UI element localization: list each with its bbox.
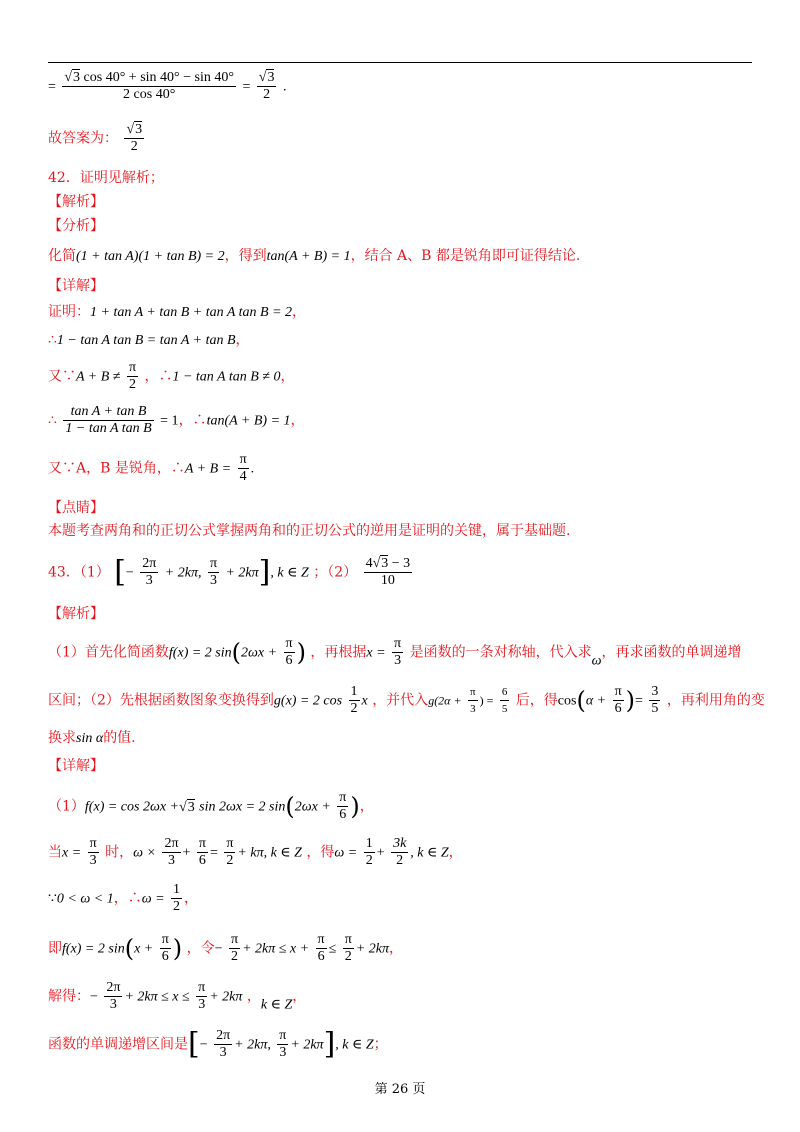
section-fenxi: 【分析】 [48,218,104,234]
section-jiexi: 【解析】 [48,606,104,622]
q43-detail-3: ∵0 < ω < 1，∴ω = $\frac{1}{2}$ ， [48,882,198,914]
q42-proof-step-4: ∴ $\frac{\text{tan A + tan B}}{\text{1 − tan A tan B}}$ = 1，∴tan(A + B) = 1， [48,404,305,436]
fraction: $\frac{√3}{2}$ [126,122,143,154]
q43-detail-2: 当x = $\frac{\pi}{3}$ 时，ω × $\frac{2\pi}{3}$ + $\frac{\pi}{6}$ = $\frac{\pi}{2}$ + kπ, k ∈ Z ，得ω = $\frac{1}{2}$ + $\frac{3k}{2}$ , k ∈ Z， [48,836,463,868]
q43-detail-5: 解得：− $\frac{2\pi}{3}$ + 2kπ ≤ x ≤ $\frac{\pi}{3}$ + 2kπ ，k ∈ Z， [48,980,307,1013]
section-dianjing: 【点睛】 [48,500,104,516]
q43-detail-4: 即f(x) = 2 sin(x + $\frac{\pi}{6}$ ) ，令− $\frac{\pi}{2}$ + 2kπ ≤ x + $\frac{\pi}{6}$ ≤ $\frac{\pi}{2}$ + 2kπ， [48,932,404,964]
fraction: $\frac{√3}{2}$ [258,70,275,102]
header-rule [48,62,752,63]
q43-detail-6: 函数的单调递增区间是[− $\frac{2\pi}{3}$ + 2kπ, $\frac{\pi}{3}$ + 2kπ], k ∈ Z； [48,1026,388,1062]
q42-proof-step-2: ∴1 − tan A tan B = tan A + tan B， [48,332,250,348]
q42-proof-step-5: 又∵A，B 是锐角，∴A + B = $\frac{\pi}{4}$ . [48,452,255,484]
q42-summary: 本题考查两角和的正切公式掌握两角和的正切公式的逆用是证明的关键，属于基础题. [48,523,571,539]
q43-explain-3: 换求sin α的值. [48,730,136,746]
q43-detail-1: （1）f(x) = cos 2ωx +√3 sin 2ωx = 2 sin(2ωx + $\frac{\pi}{6}$ )， [48,790,374,822]
section-jiexi: 【解析】 [48,194,104,210]
q42-proof-step-1: 证明：1 + tan A + tan B + tan A tan B = 2， [48,304,307,320]
fraction: $\frac{√3 \cos 40^\circ + \sin 40^\circ - \sin 40^\circ}{2 \cos 40^\circ}$ [64,70,234,102]
section-xiangjie: 【详解】 [48,278,104,294]
q43-answer: 43．（1） [− $\frac{2\pi}{3}$ + 2kπ, $\frac{\pi}{3}$ + 2kπ], k ∈ Z ；（2） $\frac{4√3 - 3}{10}$ [48,554,411,590]
q42-title: 42．证明见解析； [48,170,164,186]
q43-explain-1: （1）首先化简函数f(x) = 2 sin(2ωx + $\frac{\pi}{6}$ ) ，再根据x = $\frac{\pi}{3}$ 是函数的一条对称轴，代入求ω，再求函数的单调递增 [48,636,742,669]
page-number: 第 26 页 [374,1082,426,1097]
q42-analysis: 化简(1 + tan A)(1 + tan B) = 2，得到tan(A + B) = 1，结合 A、B 都是锐角即可证得结论. [48,248,581,264]
q43-explain-2: 区间；（2）先根据函数图象变换得到g(x) = 2 cos $\frac{1}{2}$ x ，并代入g(2α + $\frac{\pi}{3}$ ) = $\frac{6}{5}$ 后，得cos(α + $\frac{\pi}{6}$ )= $\frac{3}{5}$ ，再利用角的变 [48,684,765,716]
equation-continuation: = $\frac{√3 \cos 40^\circ + \sin 40^\circ - \sin 40^\circ}{2 \cos 40^\circ}$ = $\frac{√3}{2}$ . [48,70,287,102]
section-xiangjie: 【详解】 [48,758,104,774]
answer-line: 故答案为： $\frac{√3}{2}$ [48,122,143,154]
q42-proof-step-3: 又∵A + B ≠ $\frac{\pi}{2}$ ，∴1 − tan A tan B ≠ 0， [48,360,295,392]
